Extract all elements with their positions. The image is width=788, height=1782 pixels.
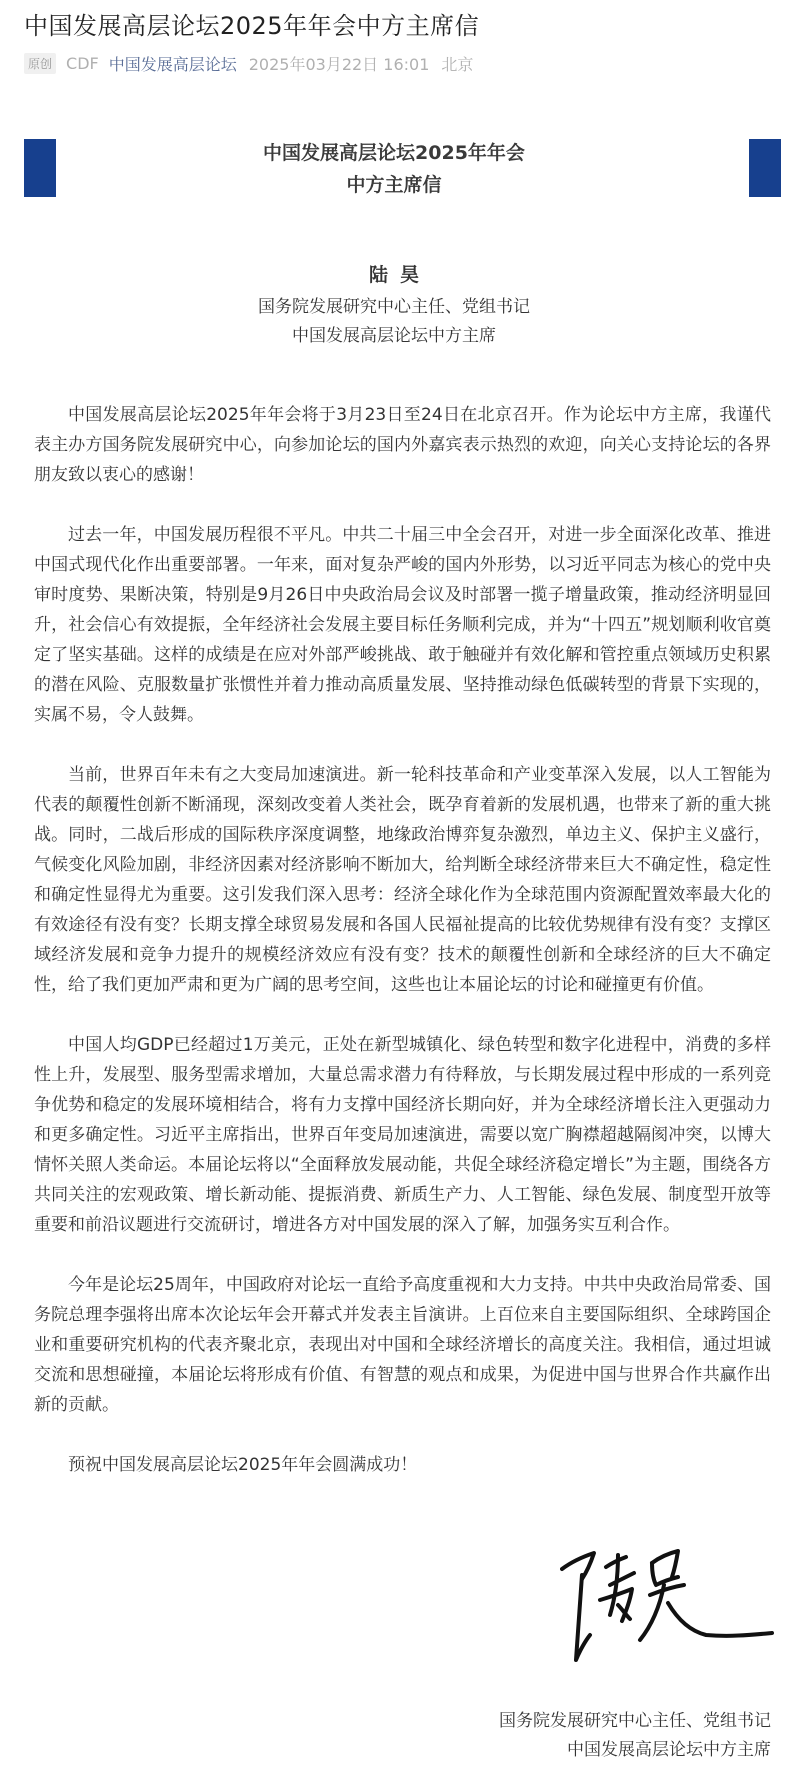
signer-title-1: 国务院发展研究中心主任、党组书记 xyxy=(258,297,530,317)
handwritten-signature-icon xyxy=(560,1545,780,1675)
closing-title-1: 国务院发展研究中心主任、党组书记 xyxy=(499,1711,771,1731)
letter-body xyxy=(34,400,771,1510)
article-title: 中国发展高层论坛2025年年会中方主席信 xyxy=(24,12,480,40)
author-name: CDF xyxy=(66,53,99,73)
signer-name-row xyxy=(0,260,788,287)
paragraph-1: 中国发展高层论坛2025年年会将于3月23日至24日在北京召开。作为论坛中方主席，我谨代表主办方国务院发展研究中心，向参加论坛的国内外嘉宾表示热烈的欢迎，向关心支持论坛的各界朋友致以衷心的感谢！ xyxy=(34,405,771,485)
publish-location: 北京 xyxy=(441,54,474,74)
signer-title-2: 中国发展高层论坛中方主席 xyxy=(292,326,496,346)
letter-heading-line1: 中国发展高层论坛2025年年会 xyxy=(263,142,525,164)
letter-heading-line2: 中方主席信 xyxy=(346,174,442,196)
paragraph-4: 中国人均GDP已经超过1万美元，正处在新型城镇化、绿色转型和数字化进程中，消费的多样性上升，发展型、服务型需求增加，大量总需求潜力有待释放，与长期发展过程中形成的一系列竞争优势和稳定的发展环境相结合，将有力支撑中国经济长期向好，并为全球经济增长注入更强动力和更多确定性。习近平主席指出，世界百年变局加速演进，需要以宽广胸襟超越隔阂冲突，以博大情怀关照人类命运。本届论坛将以“全面释放发展动能，共促全球经济稳定增长”为主题，围绕各方共同关注的宏观政策、增长新动能、提振消费、新质生产力、人工智能、绿色发展、制度型开放等重要和前沿议题进行交流研讨，增进各方对中国发展的深入了解，加强务实互利合作。 xyxy=(34,1035,771,1235)
closing-title-2: 中国发展高层论坛中方主席 xyxy=(567,1740,771,1760)
article-meta xyxy=(24,52,473,74)
original-badge: 原创 xyxy=(24,53,56,74)
paragraph-3: 当前，世界百年未有之大变局加速演进。新一轮科技革命和产业变革深入发展，以人工智能为代表的颠覆性创新不断涌现，深刻改变着人类社会，既孕育着新的发展机遇，也带来了新的重大挑战。同时，二战后形成的国际秩序深度调整，地缘政治博弈复杂激烈，单边主义、保护主义盛行，气候变化风险加剧，非经济因素对经济影响不断加大，给判断全球经济带来巨大不确定性，稳定性和确定性显得尤为重要。这引发我们深入思考：经济全球化作为全球范围内资源配置效率最大化的有效途径有没有变？长期支撑全球贸易发展和各国人民福祉提高的比较优势规律有没有变？支撑区域经济发展和竞争力提升的规模经济效应有没有变？技术的颠覆性创新和全球经济的巨大不确定性，给了我们更加严肃和更为广阔的思考空间，这些也让本届论坛的讨论和碰撞更有价值。 xyxy=(34,765,771,995)
paragraph-2: 过去一年，中国发展历程很不平凡。中共二十届三中全会召开，对进一步全面深化改革、推进中国式现代化作出重要部署。一年来，面对复杂严峻的国内外形势，以习近平同志为核心的党中央审时度势、果断决策，特别是9月26日中央政治局会议及时部署一揽子增量政策，推动经济明显回升，社会信心有效提振，全年经济社会发展主要目标任务顺利完成，并为“十四五”规划顺利收官奠定了坚实基础。这样的成绩是在应对外部严峻挑战、敢于触碰并有效化解和管控重点领域历史积累的潜在风险、克服数量扩张惯性并着力推动高质量发展、坚持推动绿色低碳转型的背景下实现的，实属不易，令人鼓舞。 xyxy=(34,525,771,725)
source-account-link[interactable]: 中国发展高层论坛 xyxy=(108,54,237,74)
paragraph-6: 预祝中国发展高层论坛2025年年会圆满成功！ xyxy=(68,1455,418,1475)
signer-name: 陆昊 xyxy=(368,264,431,286)
paragraph-5: 今年是论坛25周年，中国政府对论坛一直给予高度重视和大力支持。中共中央政治局常委、国务院总理李强将出席本次论坛年会开幕式并发表主旨演讲。上百位来自主要国际组织、全球跨国企业和重要研究机构的代表齐聚北京，表现出对中国和全球经济增长的高度关注。我相信，通过坦诚交流和思想碰撞，本届论坛将形成有价值、有智慧的观点和成果，为促进中国与世界合作共赢作出新的贡献。 xyxy=(34,1275,771,1415)
publish-time: 2025年03月22日 16:01 xyxy=(248,54,430,74)
